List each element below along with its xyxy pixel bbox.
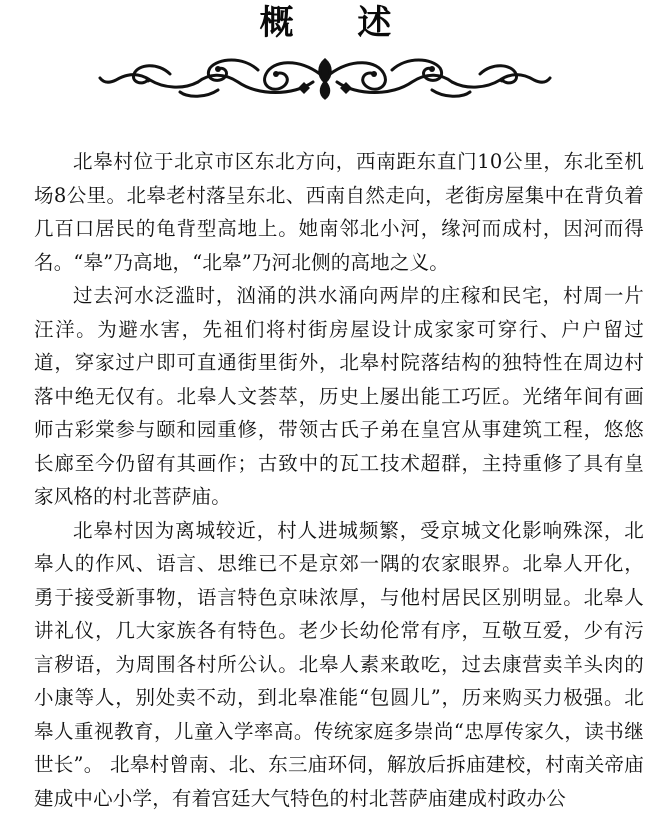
paragraph-3: 北皋村因为离城较近，村人进城频繁，受京城文化影响殊深，北皋人的作风、语言、思维已不是京郊一隅的农家眼界。北皋人开化，勇于接受新事物，语言特色京味浓厚，与他村居民区别明显。北皋人讲礼仪，几大家族各有特色。老少长幼伦常有序，互敬互爱，少有污言秽语，为周围各村所公认。北皋人素来敢吃，过去康营卖羊头肉的小康等人，别处卖不动，到北皋准能“包圆儿”，历来购买力极强。北皋人重视教育，儿童入学率高。传统家庭多崇尚“忠厚传家久，读书继世长”。 北皋村曾南、北、东三庙环伺，解放后拆庙建校，村南关帝庙建成中心小学，有着宫廷大气特色的村北菩萨庙建成村政办公 <box>34 514 644 815</box>
scroll-ornament-icon <box>98 52 553 102</box>
paragraph-1: 北皋村位于北京市区东北方向，西南距东直门10公里，东北至机场8公里。北皋老村落呈东北、西南自然走向，老街房屋集中在背负着几百口居民的龟背型高地上。她南邻北小河，缘河而成村，因河而得名。“皋”乃高地，“北皋”乃河北侧的高地之义。 <box>34 145 644 279</box>
paragraph-2: 过去河水泛滥时，汹涌的洪水涌向两岸的庄稼和民宅，村周一片汪洋。为避水害，先祖们将村街房屋设计成家家可穿行、户户留过道，穿家过户即可直通街里街外，北皋村院落结构的独特性在周边村落中绝无仅有。北皋人文荟萃，历史上屡出能工巧匠。光绪年间有画师古彩棠参与颐和园重修，带领古氏子弟在皇宫从事建筑工程，悠悠长廊至今仍留有其画作；古致中的瓦工技术超群，主持重修了具有皇家风格的村北菩萨庙。 <box>34 279 644 514</box>
page-title: 概 述 <box>0 0 651 46</box>
body-text <box>34 145 644 815</box>
